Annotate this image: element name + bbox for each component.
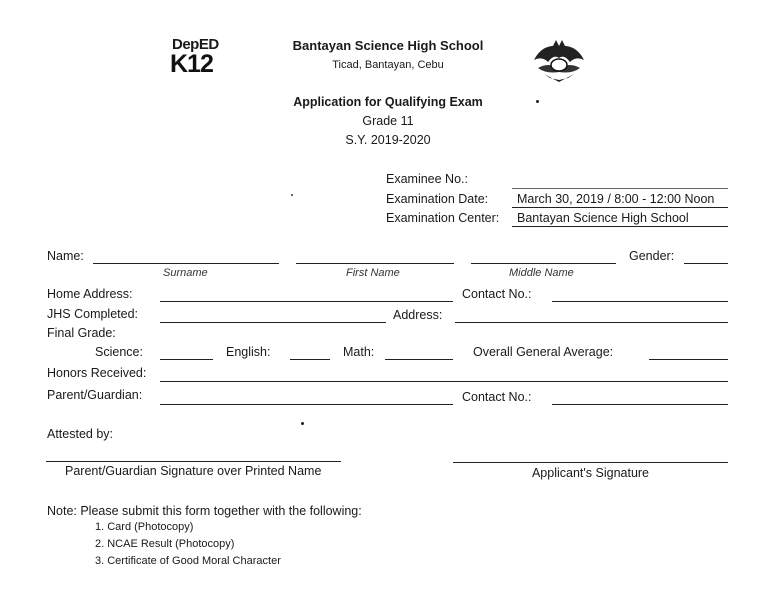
home-address-label: Home Address:	[47, 287, 133, 301]
parent-signature-line[interactable]	[46, 461, 341, 462]
overall-general-average-label: Overall General Average:	[473, 345, 614, 359]
jhs-completed-field[interactable]	[160, 322, 386, 323]
scan-speck	[536, 100, 539, 103]
scan-speck	[291, 194, 293, 196]
surname-field[interactable]	[93, 263, 279, 264]
first-name-field[interactable]	[296, 263, 454, 264]
examinee-no-label: Examinee No.:	[386, 172, 468, 186]
home-address-field[interactable]	[160, 301, 453, 302]
science-label: Science:	[95, 345, 143, 359]
examination-date-label: Examination Date:	[386, 192, 489, 206]
jhs-address-field[interactable]	[455, 322, 728, 323]
attested-by-label: Attested by:	[47, 427, 114, 441]
scan-speck	[301, 422, 304, 425]
note-list-item: 3. Certificate of Good Moral Character	[95, 555, 281, 567]
parent-guardian-label: Parent/Guardian:	[47, 388, 143, 402]
deped-logo-text: DepED	[172, 36, 219, 53]
jhs-completed-label: JHS Completed:	[47, 307, 139, 321]
honors-received-field[interactable]	[160, 381, 728, 382]
note-list-item: 2. NCAE Result (Photocopy)	[95, 538, 235, 550]
honors-received-label: Honors Received:	[47, 366, 147, 380]
english-label: English:	[226, 345, 271, 359]
grade-label: Grade 11	[362, 114, 414, 128]
gender-field[interactable]	[684, 263, 728, 264]
parent-signature-caption: Parent/Guardian Signature over Printed Name	[65, 464, 322, 478]
contact-no-field[interactable]	[552, 301, 728, 302]
middle-name-field[interactable]	[471, 263, 616, 264]
math-label: Math:	[343, 345, 375, 359]
examination-center-label: Examination Center:	[386, 211, 500, 225]
school-name: Bantayan Science High School	[292, 38, 484, 53]
examination-date-value[interactable]: March 30, 2019 / 8:00 - 12:00 Noon	[517, 192, 715, 206]
contact-no-label: Contact No.:	[462, 287, 532, 301]
overall-general-average-field[interactable]	[649, 359, 728, 360]
parent-contact-no-label: Contact No.:	[462, 390, 532, 404]
examination-date-topline	[512, 188, 728, 189]
school-address: Ticad, Bantayan, Cebu	[332, 59, 444, 71]
applicant-signature-line[interactable]	[453, 462, 728, 463]
jhs-address-label: Address:	[393, 308, 443, 322]
science-grade-field[interactable]	[160, 359, 213, 360]
examination-center-underline	[512, 226, 728, 227]
form-title: Application for Qualifying Exam	[293, 95, 483, 109]
surname-caption: Surname	[163, 267, 208, 279]
school-seal-icon	[528, 38, 590, 84]
k12-logo-text: K12	[170, 50, 213, 78]
name-label: Name:	[47, 249, 84, 263]
note-heading: Note: Please submit this form together with the following:	[47, 504, 362, 518]
parent-guardian-field[interactable]	[160, 404, 453, 405]
parent-contact-no-field[interactable]	[552, 404, 728, 405]
gender-label: Gender:	[629, 249, 675, 263]
english-grade-field[interactable]	[290, 359, 330, 360]
deped-k12-logo	[170, 36, 232, 80]
first-name-caption: First Name	[346, 267, 400, 279]
examination-date-underline	[512, 207, 728, 208]
note-list-item: 1. Card (Photocopy)	[95, 521, 194, 533]
applicant-signature-caption: Applicant's Signature	[531, 466, 650, 480]
examination-center-value[interactable]: Bantayan Science High School	[517, 211, 689, 225]
school-year: S.Y. 2019-2020	[345, 133, 431, 147]
math-grade-field[interactable]	[385, 359, 453, 360]
middle-name-caption: Middle Name	[509, 267, 574, 279]
final-grade-label: Final Grade:	[47, 326, 116, 340]
